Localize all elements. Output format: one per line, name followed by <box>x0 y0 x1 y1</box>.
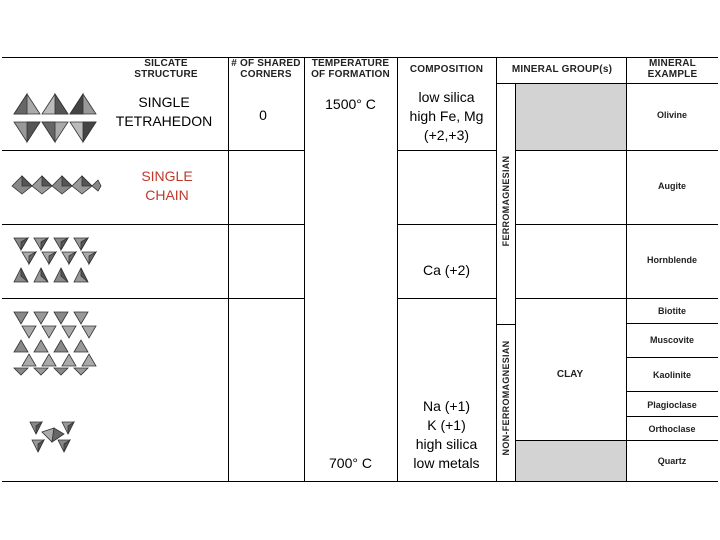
row-sep-a <box>515 150 718 151</box>
mineral-olivine: Olivine <box>656 110 687 120</box>
group-clay: CLAY <box>556 369 584 380</box>
mineral-augite: Augite <box>658 181 686 191</box>
header-shared-corners: # OF SHARED CORNERS <box>231 58 301 80</box>
header-mineral-example: MINERAL EXAMPLE <box>647 58 698 80</box>
row-sep-2-comp <box>397 224 496 225</box>
row-sep-c <box>515 298 718 299</box>
group-non-ferromagnesian: NON-FERROMAGNESIAN <box>501 340 511 456</box>
framework-icon <box>28 418 78 454</box>
single-chain-icon <box>10 172 102 198</box>
mineral-orthoclase: Orthoclase <box>648 424 696 434</box>
header-mineral-group: MINERAL GROUP(s) <box>511 64 613 75</box>
col-sep-4 <box>496 57 497 481</box>
composition-middle: Ca (+2) <box>422 262 471 278</box>
shared-corners-value: 0 <box>259 107 267 123</box>
row-sep-d <box>626 323 718 324</box>
mineral-muscovite: Muscovite <box>649 335 694 345</box>
row-sep-3-comp <box>397 298 496 299</box>
row-sep-1-comp <box>397 150 496 151</box>
row-sep-f <box>626 357 718 358</box>
row-sep-b <box>515 224 718 225</box>
row-sep-2-left <box>2 224 304 225</box>
header-composition: COMPOSITION <box>409 64 484 75</box>
shaded-cell-top <box>516 84 626 150</box>
row-sep-g <box>626 391 718 392</box>
mineral-biotite: Biotite <box>658 306 686 316</box>
row-sep-h <box>626 416 718 417</box>
row-label-single-chain: SINGLE CHAIN <box>141 168 193 203</box>
shaded-cell-bottom <box>516 441 626 481</box>
row-sep-1-left <box>2 150 304 151</box>
composition-top: low silica high Fe, Mg (+2,+3) <box>409 89 484 143</box>
row-sep-e <box>496 324 516 325</box>
tetrahedon-cluster-icon <box>12 90 98 146</box>
col-sep-6 <box>626 57 627 481</box>
header-temperature: TEMPERATURE OF FORMATION <box>311 58 390 80</box>
mineral-kaolinite: Kaolinite <box>652 370 691 380</box>
mineral-hornblende: Hornblende <box>646 255 697 265</box>
composition-bottom: Na (+1) K (+1) high silica low metals <box>413 398 480 471</box>
header-silicate-structure: SILCATE STRUCTURE <box>134 58 198 80</box>
temperature-high: 1500° C <box>325 96 376 112</box>
temperature-low: 700° C <box>329 455 372 471</box>
sheet-icon <box>10 308 102 376</box>
table-bottom-border <box>2 481 718 482</box>
group-ferromagnesian: FERROMAGNESIAN <box>501 155 511 247</box>
mineral-plagioclase: Plagioclase <box>647 400 697 410</box>
double-chain-icon <box>10 236 102 286</box>
row-sep-3-left <box>2 298 304 299</box>
row-label-single-tetrahedon: SINGLE TETRAHEDON <box>115 94 213 129</box>
col-sep-2 <box>304 57 305 481</box>
mineral-quartz: Quartz <box>657 456 687 466</box>
